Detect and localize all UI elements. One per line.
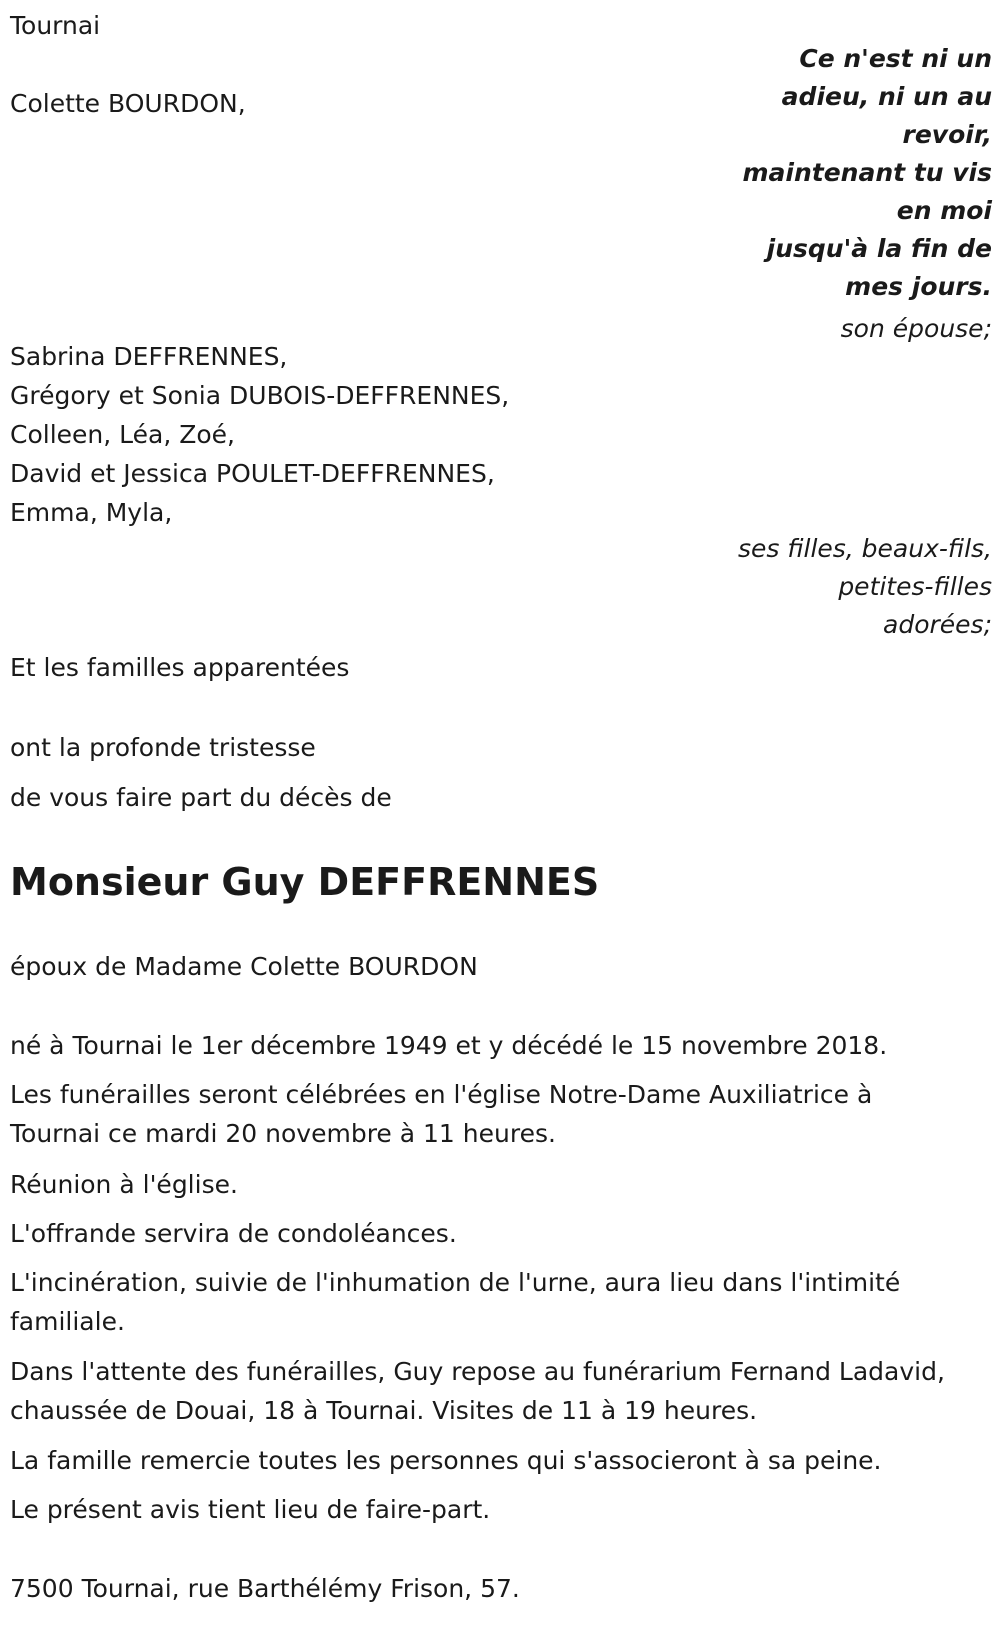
poem-line: en moi bbox=[896, 196, 992, 225]
poem-line: revoir, bbox=[902, 120, 992, 149]
poem-line: maintenant tu vis bbox=[742, 158, 992, 187]
child-line: David et Jessica POULET-DEFFRENNES, bbox=[10, 459, 495, 488]
spouse-name: Colette BOURDON, bbox=[10, 89, 246, 118]
child-line: Grégory et Sonia DUBOIS-DEFFRENNES, bbox=[10, 381, 510, 410]
child-line: Sabrina DEFFRENNES, bbox=[10, 342, 288, 371]
rest-info: Dans l'attente des funérailles, Guy repose au funérarium Fernand Ladavid, chaussée de Douai, 18 à Tournai. Visites de 11 à 19 heures. bbox=[10, 1357, 945, 1425]
poem-line: adieu, ni un au bbox=[781, 82, 992, 111]
children-relation bbox=[738, 530, 992, 644]
spouse-relation: son épouse; bbox=[840, 314, 992, 343]
city-header: Tournai bbox=[10, 11, 101, 40]
relation-line: adorées; bbox=[883, 610, 992, 639]
announcement-line-2: de vous faire part du décès de bbox=[10, 783, 392, 812]
relation-line: ses filles, beaux-fils, bbox=[737, 534, 992, 563]
meeting-info: Réunion à l'église. bbox=[10, 1170, 238, 1199]
thanks-info: La famille remercie toutes les personnes qui s'associeront à sa peine. bbox=[10, 1446, 882, 1475]
poem bbox=[742, 40, 992, 306]
child-line: Colleen, Léa, Zoé, bbox=[10, 420, 235, 449]
poem-line: Ce n'est ni un bbox=[799, 44, 992, 73]
notice-info: Le présent avis tient lieu de faire-part. bbox=[10, 1495, 491, 1524]
announcement-line-1: ont la profonde tristesse bbox=[10, 733, 316, 762]
poem-line: jusqu'à la fin de bbox=[766, 234, 992, 263]
offering-info: L'offrande servira de condoléances. bbox=[10, 1219, 457, 1248]
funeral-info: Les funérailles seront célébrées en l'église Notre-Dame Auxiliatrice à Tournai ce mardi 20 novembre à 11 heures. bbox=[10, 1080, 873, 1148]
address: 7500 Tournai, rue Barthélémy Frison, 57. bbox=[10, 1574, 520, 1603]
deceased-name: Monsieur Guy DEFFRENNES bbox=[10, 860, 600, 904]
family-line: Et les familles apparentées bbox=[10, 653, 350, 682]
cremation-info: L'incinération, suivie de l'inhumation de l'urne, aura lieu dans l'intimité familiale. bbox=[10, 1268, 901, 1336]
birth-death: né à Tournai le 1er décembre 1949 et y décédé le 15 novembre 2018. bbox=[10, 1031, 888, 1060]
relation-line: petites-filles bbox=[838, 572, 992, 601]
spouse-of: époux de Madame Colette BOURDON bbox=[10, 952, 478, 981]
poem-line: mes jours. bbox=[845, 272, 992, 301]
child-line: Emma, Myla, bbox=[10, 498, 173, 527]
children-list bbox=[10, 337, 509, 532]
